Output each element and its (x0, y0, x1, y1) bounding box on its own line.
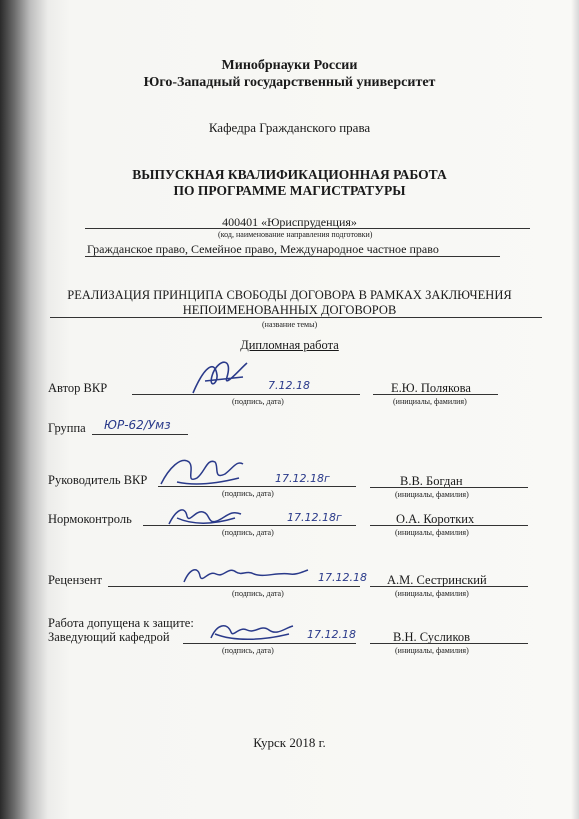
head-name-line (370, 643, 528, 644)
supervisor-sig-caption: (подпись, дата) (222, 489, 274, 498)
admission-signature (205, 616, 295, 650)
head-name: В.Н. Сусликов (393, 630, 471, 644)
head-name-caption: (инициалы, фамилия) (395, 646, 469, 655)
author-date: 7.12.18 (268, 379, 310, 392)
university-name: Юго-Западный государственный университет (143, 75, 436, 90)
department-name: Кафедра Гражданского права (208, 120, 371, 135)
program-code: 400401 «Юриспруденция» (222, 215, 357, 229)
reviewer-name: А.М. Сестринский (387, 573, 487, 587)
author-name-caption: (инициалы, фамилия) (393, 397, 467, 406)
normcontrol-name-line (370, 525, 528, 526)
program-code-caption: (код, наименование направления подготовки) (218, 230, 373, 239)
supervisor-name-line (370, 487, 528, 488)
city-year: Курск 2018 г. (253, 735, 326, 750)
work-title-line2: ПО ПРОГРАММЕ МАГИСТРАТУРЫ (173, 183, 406, 198)
supervisor-name-caption: (инициалы, фамилия) (395, 490, 469, 499)
ministry-text: Минобрнауки России (221, 58, 358, 73)
supervisor-name: В.В. Богдан (400, 474, 463, 488)
reviewer-date: 17.12.18 (318, 571, 367, 584)
author-name: Е.Ю. Полякова (391, 381, 471, 395)
reviewer-signature (180, 560, 310, 592)
reviewer-name-line (370, 586, 528, 587)
topic-line1: РЕАЛИЗАЦИЯ ПРИНЦИПА СВОБОДЫ ДОГОВОРА В РАМКАХ ЗАКЛЮЧЕНИЯ (67, 288, 512, 302)
admission-date: 17.12.18 (307, 628, 356, 641)
work-title-line1: ВЫПУСКНАЯ КВАЛИФИКАЦИОННАЯ РАБОТА (132, 167, 447, 182)
reviewer-name-caption: (инициалы, фамилия) (395, 589, 469, 598)
head-label: Заведующий кафедрой (48, 630, 170, 644)
author-signature (185, 355, 255, 400)
group-line (92, 434, 188, 435)
author-name-line (373, 394, 498, 395)
normcontrol-signature (165, 498, 245, 532)
group-label: Группа (48, 421, 86, 435)
reviewer-sig-caption: (подпись, дата) (232, 589, 284, 598)
topic-caption: (название темы) (262, 320, 318, 329)
group-value: ЮР-62/Умз (104, 418, 171, 432)
topic-line2: НЕПОИМЕНОВАННЫХ ДОГОВОРОВ (182, 303, 397, 317)
reviewer-label: Рецензент (48, 573, 102, 587)
admission-sig-caption: (подпись, дата) (222, 646, 274, 655)
normcontrol-label: Нормоконтроль (48, 512, 132, 526)
author-label: Автор ВКР (48, 381, 108, 395)
supervisor-date: 17.12.18г (275, 472, 330, 485)
normcontrol-name: О.А. Коротких (396, 512, 475, 526)
program-profile-line (85, 256, 500, 257)
normcontrol-sig-caption: (подпись, дата) (222, 528, 274, 537)
admission-label: Работа допущена к защите: (48, 616, 194, 630)
normcontrol-date: 17.12.18г (287, 511, 342, 524)
program-code-line (85, 228, 530, 229)
author-sig-caption: (подпись, дата) (232, 397, 284, 406)
program-profile: Гражданское право, Семейное право, Международное частное право (87, 242, 439, 256)
supervisor-signature (155, 448, 250, 493)
supervisor-label: Руководитель ВКР (48, 473, 148, 487)
topic-line (50, 317, 542, 318)
normcontrol-name-caption: (инициалы, фамилия) (395, 528, 469, 537)
work-type: Дипломная работа (240, 338, 339, 352)
